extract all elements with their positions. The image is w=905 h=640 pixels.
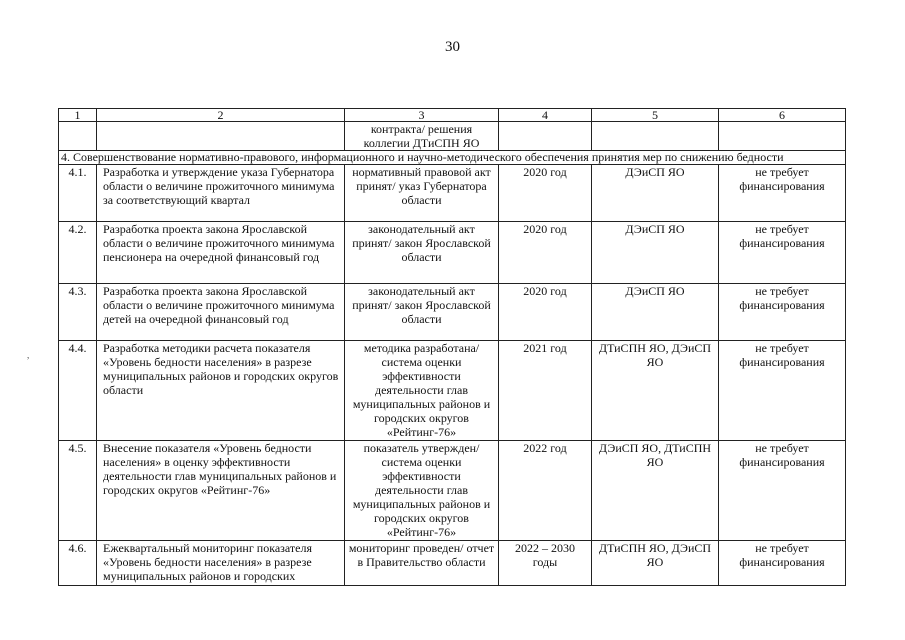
- row-executor: ДТиСПН ЯО, ДЭиСП ЯО: [592, 341, 719, 441]
- header-cell: 5: [592, 109, 719, 122]
- row-year: 2020 год: [499, 222, 592, 284]
- margin-mark: ,: [27, 350, 30, 360]
- row-number: 4.4.: [59, 341, 97, 441]
- section-title: 4. Совершенствование нормативно-правового, информационного и научно-методического обеспечения принятия мер по снижению бедности: [59, 151, 846, 165]
- row-year: 2022 год: [499, 441, 592, 541]
- row-result: методика разработана/ система оценки эффективности деятельности глав муниципальных районов и городских округов «Рейтинг-76»: [345, 341, 499, 441]
- header-cell: 6: [719, 109, 846, 122]
- header-row: [59, 109, 846, 122]
- continuation-result: контракта/ решения коллегии ДТиСПН ЯО: [345, 122, 499, 151]
- table-row: [59, 284, 846, 341]
- row-result: законодательный акт принят/ закон Ярославской области: [345, 284, 499, 341]
- row-funding: не требует финансирования: [719, 441, 846, 541]
- row-name: Разработка проекта закона Ярославской области о величине прожиточного минимума пенсионера на очередной финансовый год: [97, 222, 345, 284]
- row-name: Разработка проекта закона Ярославской области о величине прожиточного минимума детей на очередной финансовый год: [97, 284, 345, 341]
- row-executor: ДЭиСП ЯО: [592, 222, 719, 284]
- table-row: [59, 222, 846, 284]
- row-result: мониторинг проведен/ отчет в Правительство области: [345, 541, 499, 586]
- row-number: 4.5.: [59, 441, 97, 541]
- measures-table: [58, 108, 846, 586]
- row-year: 2022 – 2030 годы: [499, 541, 592, 586]
- row-name: Ежеквартальный мониторинг показателя «Уровень бедности населения» в разрезе муниципальных районов и городских: [97, 541, 345, 586]
- table-row: [59, 541, 846, 586]
- row-result: нормативный правовой акт принят/ указ Губернатора области: [345, 165, 499, 222]
- table-row: [59, 165, 846, 222]
- page-number: 30: [445, 39, 460, 55]
- header-cell: 2: [97, 109, 345, 122]
- row-number: 4.6.: [59, 541, 97, 586]
- row-number: 4.3.: [59, 284, 97, 341]
- row-number: 4.2.: [59, 222, 97, 284]
- header-cell: 3: [345, 109, 499, 122]
- row-year: 2021 год: [499, 341, 592, 441]
- row-executor: ДТиСПН ЯО, ДЭиСП ЯО: [592, 541, 719, 586]
- row-year: 2020 год: [499, 165, 592, 222]
- row-name: Внесение показателя «Уровень бедности населения» в оценку эффективности деятельности глав муниципальных районов и городских округов «Рейтинг-76»: [97, 441, 345, 541]
- row-funding: не требует финансирования: [719, 165, 846, 222]
- row-executor: ДЭиСП ЯО: [592, 165, 719, 222]
- row-result: законодательный акт принят/ закон Ярославской области: [345, 222, 499, 284]
- row-number: 4.1.: [59, 165, 97, 222]
- row-name: Разработка и утверждение указа Губернатора области о величине прожиточного минимума за соответствующий квартал: [97, 165, 345, 222]
- row-funding: не требует финансирования: [719, 284, 846, 341]
- table-row: [59, 441, 846, 541]
- row-funding: не требует финансирования: [719, 541, 846, 586]
- row-year: 2020 год: [499, 284, 592, 341]
- row-result: показатель утвержден/ система оценки эффективности деятельности глав муниципальных районов и городских округов «Рейтинг-76»: [345, 441, 499, 541]
- continuation-row: [59, 122, 846, 151]
- header-cell: 4: [499, 109, 592, 122]
- header-cell: 1: [59, 109, 97, 122]
- table-row: [59, 341, 846, 441]
- row-funding: не требует финансирования: [719, 341, 846, 441]
- row-funding: не требует финансирования: [719, 222, 846, 284]
- row-name: Разработка методики расчета показателя «Уровень бедности населения» в разрезе муниципальных районов и городских округов области: [97, 341, 345, 441]
- row-executor: ДЭиСП ЯО, ДТиСПН ЯО: [592, 441, 719, 541]
- row-executor: ДЭиСП ЯО: [592, 284, 719, 341]
- section-row: [59, 151, 846, 165]
